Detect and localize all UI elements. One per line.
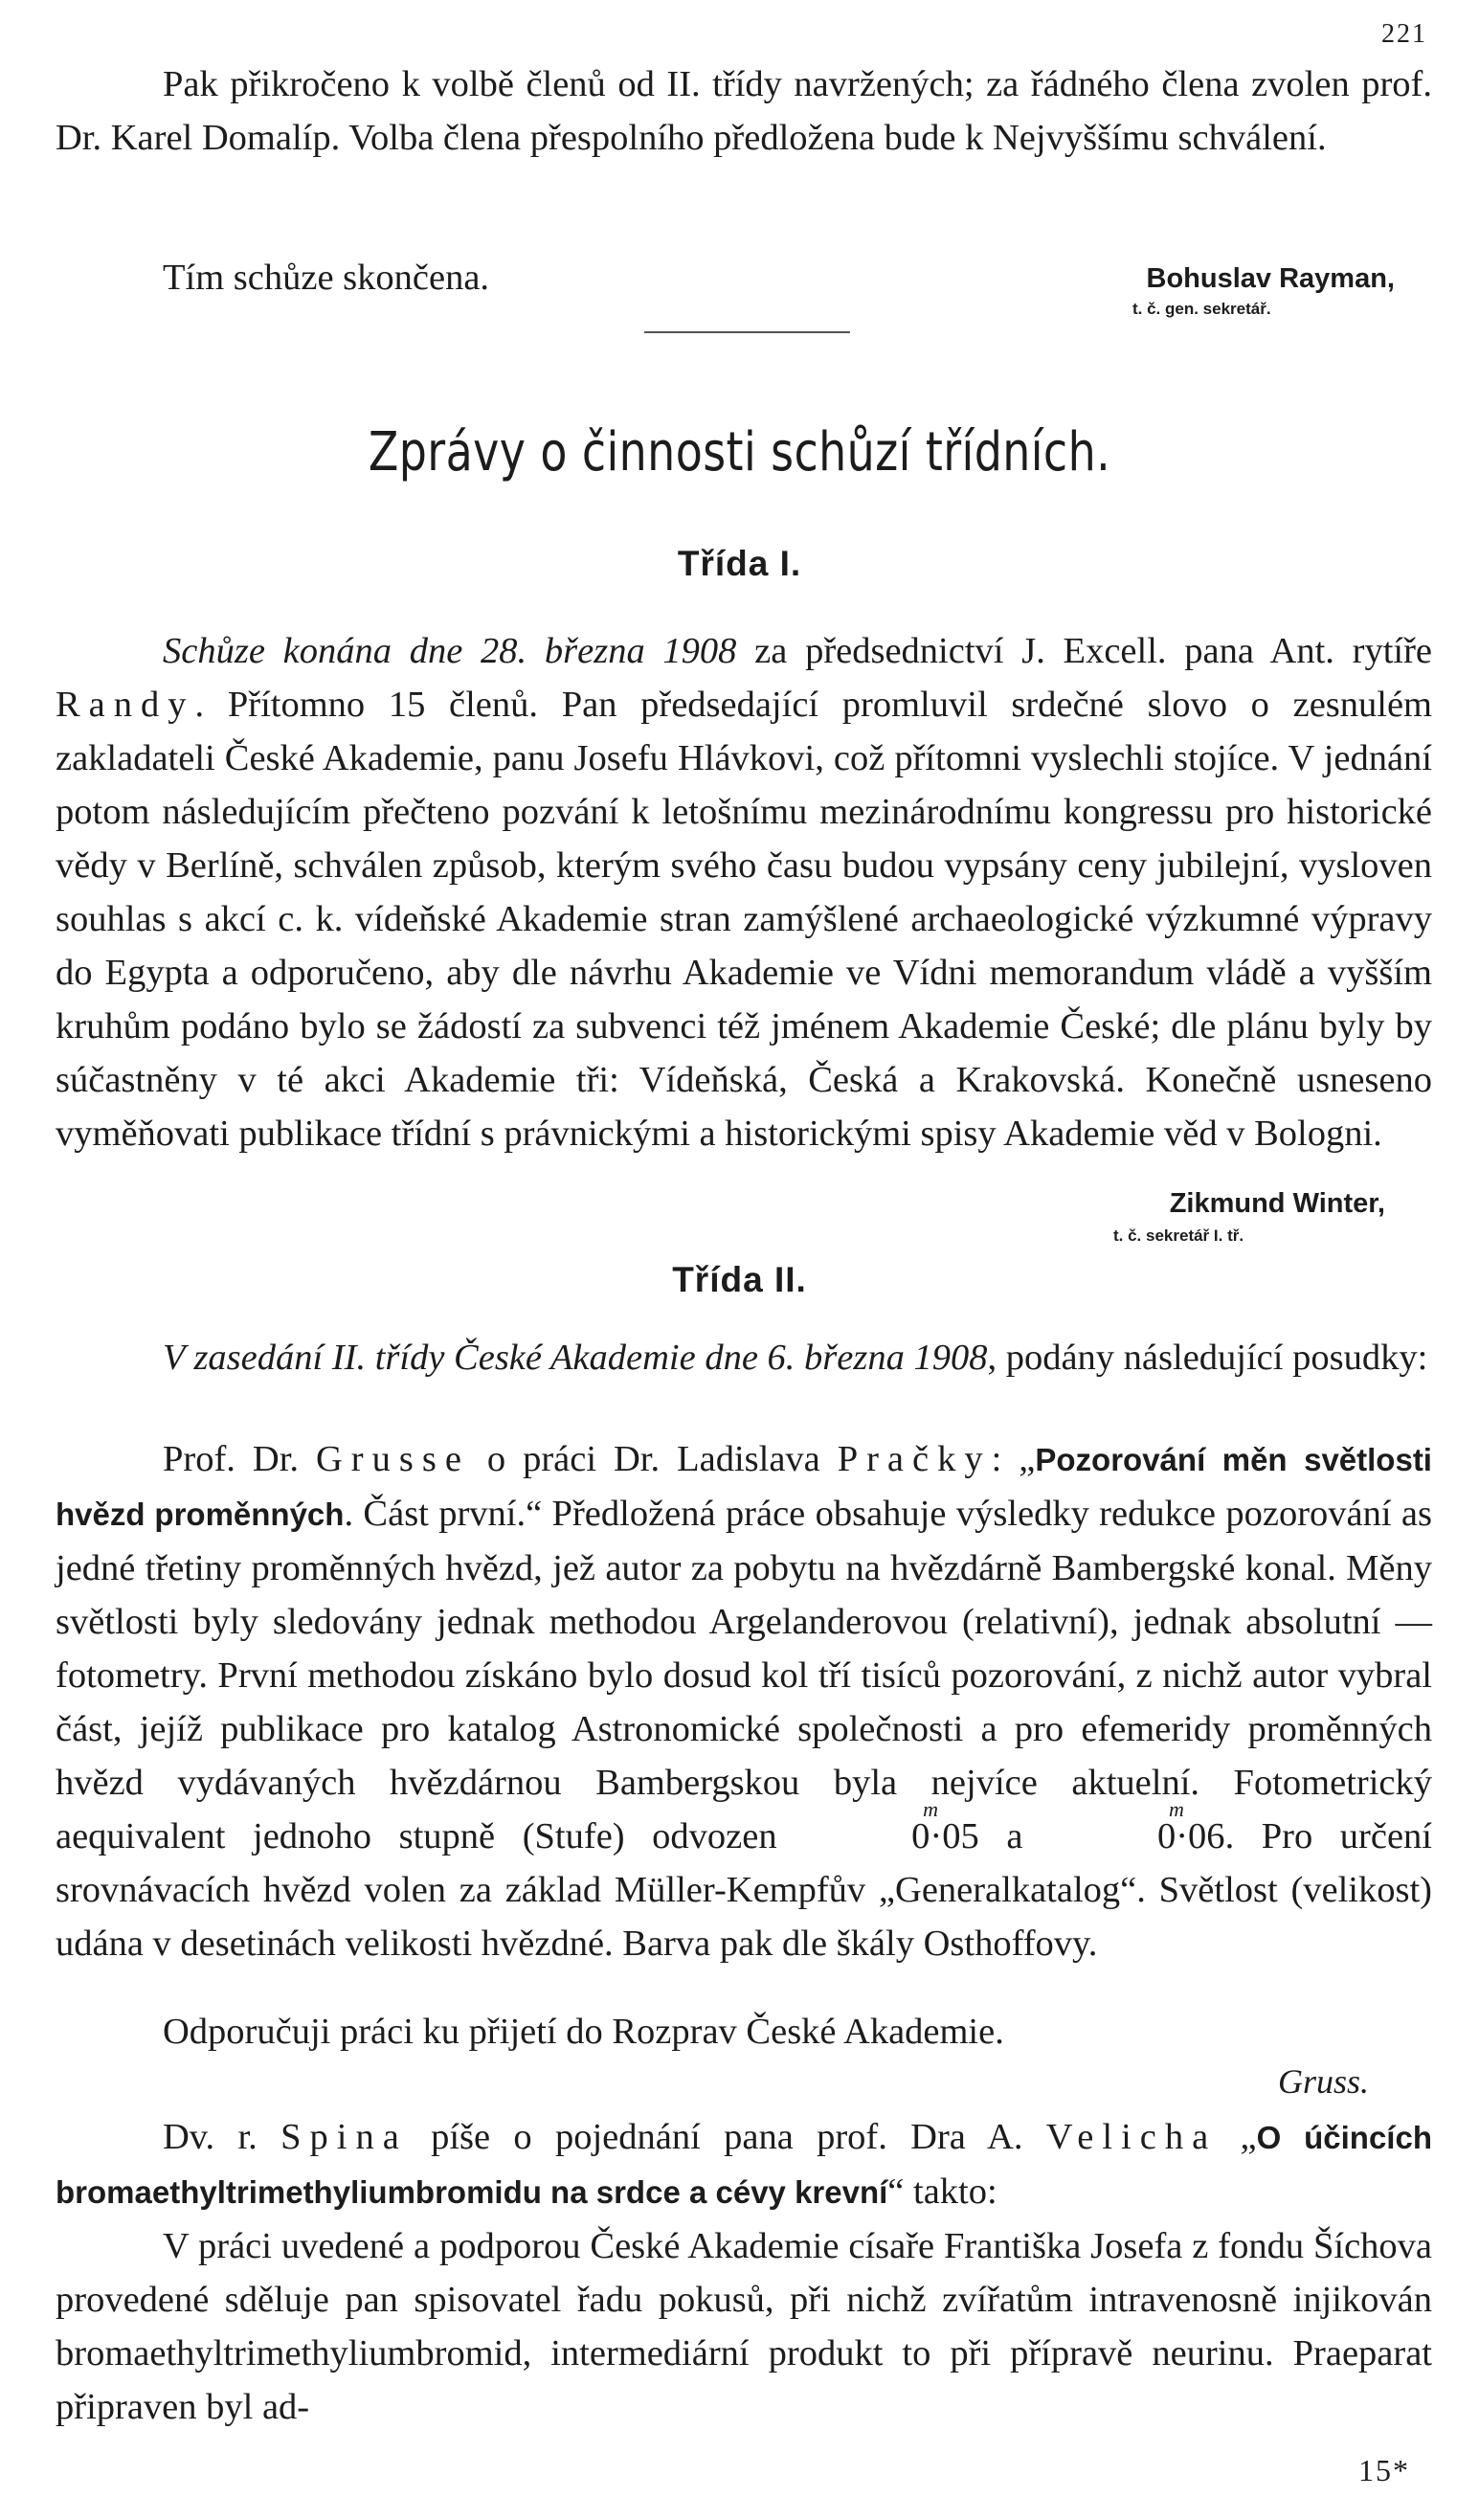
- work-title-gruss: Pozorování měn světlosti hvězd proměnných: [56, 1442, 1432, 1532]
- signature-winter-title: t. č. sekretář I. tř.: [1113, 1226, 1244, 1245]
- review-text: Prof. Dr.: [163, 1439, 316, 1479]
- name-spina: Spina: [280, 2117, 408, 2157]
- class2-intro-rest: , podány následující posudky:: [987, 1338, 1428, 1378]
- page-number: 221: [1381, 19, 1427, 49]
- class1-intro: Schůze konána dne 28. března 1908: [163, 631, 737, 671]
- value-006: [1050, 1797, 1225, 1863]
- recommendation: Odporučuji práci ku přijetí do Rozprav České Akademie.: [163, 2012, 1004, 2052]
- work-title-velich: O účincích bromaethyltrimethyliumbromidu na srdce a cévy krevní: [56, 2120, 1432, 2210]
- signature-rayman-title: t. č. gen. sekretář.: [1132, 300, 1271, 318]
- review-text: „: [1217, 2117, 1257, 2157]
- class2-intro-italic: V zasedání II. třídy České Akademie dne 6. března 1908: [163, 1338, 988, 1378]
- separator-rule: [644, 331, 850, 333]
- closing-line: Tím schůze skončena.: [163, 258, 490, 298]
- signature-rayman-name: Bohuslav Rayman,: [1146, 263, 1395, 294]
- review-text: a: [978, 1816, 1050, 1856]
- class1-text2: . Přítomno 15 členů. Pan předsedající promluvil srdečné slovo o zesnulém zakladateli České Akademie, panu Josefu Hlávkovi, což přítomni vyslechli stojíce. V jednání potom následujícím přečteno pozvání k letošnímu mezinárodnímu kongressu pro historické vědy v Berlíně, schválen způsob, kterým svého času budou vypsány ceny jubilejní, vysloven souhlas s akcí c. k. vídeňské Akademie stran zamýšlené archaeologické výzkumné výpravy do Egypta a odporučeno, aby dle návrhu Akademie ve Vídni memorandum vládě a vyšším kruhům podáno bylo se žádostí za subvenci též jménem Akademie České; dle plánu byly by súčastněny v té akci Akademie tři: Vídeňská, Česká a Krakovská. Konečně usneseno vyměňovati publikace třídní s právnickými a historickými spisy Akademie věd v Bologni.: [56, 685, 1432, 1154]
- signature-winter-name: Zikmund Winter,: [1169, 1188, 1385, 1219]
- class1-heading: Třída I.: [677, 544, 802, 583]
- name-pracka: Pračky: [837, 1439, 992, 1479]
- review-text: o práci Dr. Ladislava: [469, 1439, 838, 1479]
- review-text: . Část první.“ Předložená práce obsahuje výsledky redukce pozorování as jedné třetiny proměnných hvězd, jež autor za pobytu na hvězdárně Bambergské konal. Měny světlosti byly sledovány jednak methodou Argelanderovou (relativní), jednak absolutní — fotometry. První methodou získáno bylo dosud kol tří tisíců pozorování, z nichž autor vybral část, jejíž publikace pro katalog Astronomické společnosti a pro efemeridy proměnných hvězd vydávaných hvězdárnou Bambergskou byla nejvíce aktuelní. Fotometrický aequivalent jednoho stupně (Stufe) odvozen: [56, 1494, 1432, 1856]
- signature-mark: 15*: [1358, 2453, 1410, 2487]
- value-text: 0·06: [1156, 1816, 1225, 1856]
- value-005: [804, 1797, 979, 1863]
- class2-heading: Třída II.: [672, 1260, 807, 1299]
- recommendation-signature: Gruss.: [1277, 2062, 1369, 2101]
- review-text: . Pro určení srovnávacích hvězd volen za základ Müller-Kempfův „Generalkatalog“. Světlost (velikost) udána v desetinách velikosti hvězdné. Barva pak dle škály Osthoffovy.: [56, 1816, 1432, 1964]
- review-text: píše o pojednání pana prof. Dra A.: [407, 2117, 1046, 2157]
- class1-text1: za předsednictví J. Excell. pana Ant. rytíře: [736, 631, 1433, 671]
- review-text: “ takto:: [887, 2171, 997, 2212]
- review-text: Dv. r.: [163, 2117, 281, 2157]
- class2-intro: [56, 1331, 1432, 1384]
- opening-paragraph: Pak přikročeno k volbě členů od II. třídy navržených; za řádného člena zvolen prof. Dr. Karel Domalíp. Volba člena přespolního předložena bude k Nejvyššímu schválení.: [56, 64, 1432, 158]
- class1-paragraph: [56, 624, 1432, 1160]
- section-title: Zprávy o činnosti schůzí třídních.: [368, 421, 1111, 484]
- name-gruss: Grusse: [315, 1439, 470, 1479]
- magnitude-unit: m: [1168, 1797, 1184, 1821]
- magnitude-unit: m: [923, 1797, 939, 1821]
- class2-review-spina: [56, 2110, 1432, 2219]
- class2-review-gruss: [56, 1432, 1432, 1970]
- class2-paragraph-continued: V práci uvedené a podporou České Akademie císaře Františka Josefa z fondu Šíchova provedené sděluje pan spisovatel řadu pokusů, při nichž zvířatům intravenosně injikován bromaethyltrimethyliumbromid, intermediární produkt to při přípravě neurinu. Praeparat připraven byl ad-: [56, 2226, 1432, 2427]
- name-velich: Velicha: [1045, 2117, 1218, 2157]
- value-text: 0·05: [911, 1816, 979, 1856]
- class1-name-randy: Randy: [56, 685, 195, 725]
- review-text: : „: [991, 1439, 1036, 1479]
